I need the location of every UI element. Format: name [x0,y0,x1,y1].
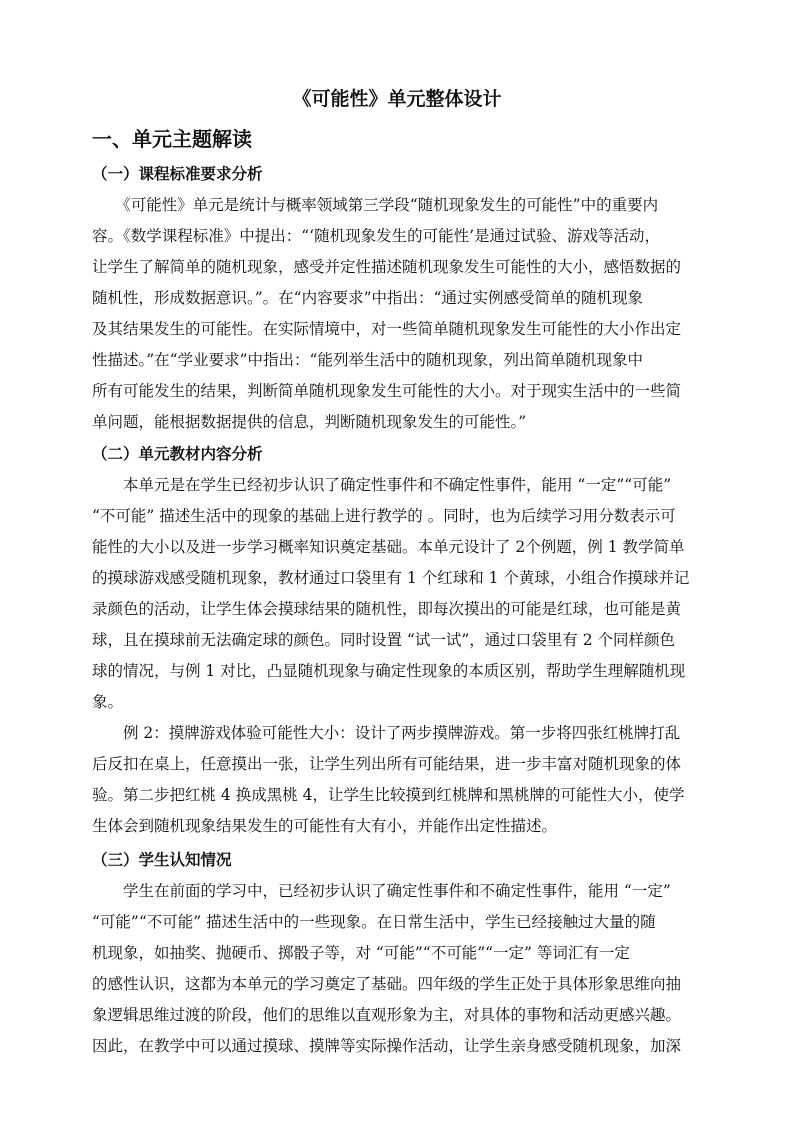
paragraph-student-cognition [92,876,712,1062]
text-line: 因此，在教学中可以通过摸球、摸牌等实际操作活动，让学生亲身感受随机现象，加深 [92,1037,682,1055]
paragraph-textbook [92,470,712,842]
text-line: “不可能” 描述生活中的现象的基础上进行教学的 。同时，也为后续学习用分数表示可 [92,507,676,525]
text-line: 机现象，如抽奖、抛硬币、掷骰子等，对 “可能”“不可能”“一定” 等词汇有一定 [92,944,630,962]
text-line: 的摸球游戏感受随机现象，教材通过口袋里有 1 个红球和 1 个黄球，小组合作摸球并记 [92,569,690,587]
text-line: 《可能性》单元是统计与概率领域第三学段“随机现象发生的可能性”中的重要内 [92,196,659,214]
subsection-heading-textbook: （二）单元教材内容分析 [92,445,263,463]
document-title: 《可能性》单元整体设计 [292,88,502,110]
text-line: 让学生了解简单的随机现象，感受并定性描述随机现象发生可能性的大小，感悟数据的 [92,258,682,276]
text-line: 所有可能发生的结果，判断简单随机现象发生可能性的大小。对于现实生活中的一些简 [92,382,682,400]
text-line: 后反扣在桌上，任意摸出一张，让学生列出所有可能结果，进一步丰富对随机现象的体 [92,755,682,773]
text-line: 象。 [92,693,124,711]
text-line: 录颜色的活动，让学生体会摸球结果的随机性，即每次摸出的可能是红球，也可能是黄 [92,600,682,618]
text-line: 随机性，形成数据意识。”。在“内容要求”中指出：“通过实例感受简单的随机现象 [92,289,643,307]
section-heading-unit-theme: 一、单元主题解读 [92,127,252,151]
subsection-heading-curriculum: （一）课程标准要求分析 [92,165,263,183]
text-line: 象逻辑思维过渡的阶段，他们的思维以直观形象为主，对具体的事物和活动更感兴趣。 [92,1006,682,1024]
subsection-heading-student-cognition: （三）学生认知情况 [92,851,232,869]
text-line: 例 2：摸牌游戏体验可能性大小：设计了两步摸牌游戏。第一步将四张红桃牌打乱 [92,724,681,742]
text-line: 生体会到随机现象结果发生的可能性有大有小，并能作出定性描述。 [92,817,558,835]
paragraph-curriculum [92,190,712,438]
text-line: 能性的大小以及进一步学习概率知识奠定基础。本单元设计了 2个例题，例 1 教学简单 [92,538,685,556]
text-line: 性描述。”在“学业要求”中指出：“能列举生活中的随机现象，列出简单随机现象中 [92,351,643,369]
text-line: 球的情况，与例 1 对比，凸显随机现象与确定性现象的本质区别，帮助学生理解随机现 [92,662,686,680]
text-line: 容。《数学课程标准》中提出：“‘随机现象发生的可能性’是通过试验、游戏等活动， [92,227,661,245]
text-line: 验。第二步把红桃 4 换成黑桃 4，让学生比较摸到红桃牌和黑桃牌的可能性大小，使学 [92,786,685,804]
text-line: 球，且在摸球前无法确定球的颜色。同时设置 “试一试”，通过口袋里有 2 个同样颜色 [92,631,675,649]
text-line: 的感性认识，这都为本单元的学习奠定了基础。四年级的学生正处于具体形象思维向抽 [92,975,682,993]
text-line: 单问题，能根据数据提供的信息，判断随机现象发生的可能性。” [92,413,527,431]
text-line: 及其结果发生的可能性。在实际情境中，对一些简单随机现象发生可能性的大小作出定 [92,320,682,338]
text-line: 本单元是在学生已经初步认识了确定性事件和不确定性事件，能用 “一定”“可能” [92,476,672,494]
text-line: 学生在前面的学习中，已经初步认识了确定性事件和不确定性事件，能用 “一定” [92,882,671,900]
text-line: “可能”“不可能” 描述生活中的一些现象。在日常生活中，学生已经接触过大量的随 [92,913,656,931]
